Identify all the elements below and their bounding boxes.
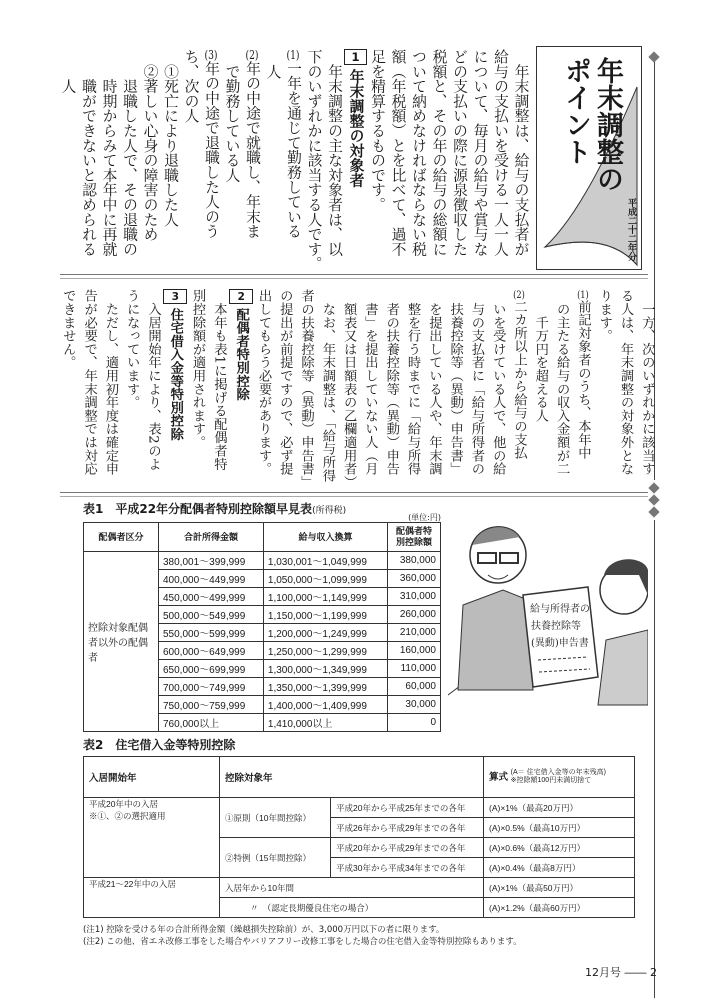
text-column <box>338 289 359 490</box>
text-column <box>508 289 529 490</box>
start-cell <box>84 798 220 878</box>
column-text: うになっています。 <box>124 289 140 409</box>
column-text: 出してもらう必要があります。 <box>255 289 271 476</box>
text-column <box>139 49 160 273</box>
years-cell: 平成20年から平成25年までの各年 <box>331 798 484 818</box>
text-column <box>469 49 490 273</box>
column-text: 扶養控除等（異動）申告書」 <box>447 289 463 476</box>
issue-label: 12月号 <box>585 966 621 979</box>
text-column <box>187 289 208 490</box>
column-text: 千万円を超える人 <box>532 289 548 422</box>
column-text: 一方、次のいずれかに該当す <box>639 289 655 476</box>
years-cell: 平成30年から平成34年までの各年 <box>331 858 484 878</box>
title-line: ポイント <box>560 57 591 165</box>
column-text: 年の中途で退職した人のう <box>203 60 220 239</box>
salary-cell: 1,030,001～1,049,999 <box>263 552 387 570</box>
income-cell: 400,000～449,999 <box>159 570 264 588</box>
text-column <box>274 289 295 490</box>
text-column <box>449 49 470 273</box>
column-text: 二カ所以上から給与の支払 <box>511 299 527 460</box>
income-cell: 450,000～499,999 <box>159 588 264 606</box>
text-column <box>242 49 263 273</box>
table1-caption <box>83 500 346 517</box>
diamond-ornament <box>648 51 659 62</box>
lower-text <box>57 289 657 490</box>
item-number: (2) <box>513 289 525 300</box>
column-text: ついて納めなければならない税 <box>410 49 427 257</box>
deduction-cell: 0 <box>388 714 441 732</box>
text-column <box>119 49 140 273</box>
years-cell: 平成26年から平成29年までの各年 <box>331 818 484 838</box>
text-column <box>100 289 121 490</box>
formula-note: ※控除額100円未満切捨て <box>510 777 592 785</box>
column-text: 人 <box>59 49 77 94</box>
salary-cell: 1,400,000～1,409,999 <box>263 696 387 714</box>
column-text: 時期からみて本年中に再就 <box>100 49 118 257</box>
text-column <box>490 49 511 273</box>
years-cell: 〃 （認定長期優良住宅の場合） <box>220 898 484 918</box>
column-text: 人 <box>264 49 282 79</box>
diamond-ornament <box>648 506 659 517</box>
start-note: ※①、②の選択適用 <box>89 811 166 821</box>
category-cell: 控除対象配偶者以外の配偶者 <box>84 552 159 732</box>
years-cell: 入居年から10年間 <box>220 878 484 898</box>
column-text: 年の中途で就職し、年末ま <box>244 60 261 239</box>
salary-cell: 1,300,000～1,349,999 <box>263 660 387 678</box>
salary-cell: 1,250,000～1,299,999 <box>263 642 387 660</box>
salary-cell: 1,350,000～1,399,999 <box>263 678 387 696</box>
column-text: ②著しい心身の障害のため <box>141 49 159 242</box>
deduction-cell: 60,000 <box>388 678 441 696</box>
text-column <box>295 289 316 490</box>
column-text: 退職した人で、その退職の <box>121 49 138 257</box>
section-number-box: 1 <box>344 49 367 65</box>
column-text: の主たる給与の収入金額が二 <box>554 289 570 476</box>
deduction-cell: 360,000 <box>388 570 441 588</box>
text-column <box>428 49 449 273</box>
text-column <box>253 289 274 490</box>
text-column <box>402 289 423 490</box>
salary-cell: 1,150,000～1,199,999 <box>263 606 387 624</box>
text-column <box>510 49 531 273</box>
text-column <box>142 289 163 490</box>
text-column <box>530 289 551 490</box>
header: 配偶者区分 <box>84 523 159 552</box>
text-column <box>487 289 508 490</box>
salary-cell: 1,100,000～1,149,999 <box>263 588 387 606</box>
column-text: ただし、適用初年度は確定申 <box>102 289 118 476</box>
column-text: 年末調整の主な対象者は、以 <box>326 49 343 257</box>
text-column <box>57 289 78 490</box>
text-column <box>387 49 408 273</box>
column-text: 入居開始年により、表2のよ <box>145 289 161 471</box>
header-formula <box>484 757 635 798</box>
start-cell: 平成21～22年中の入居 <box>84 878 220 918</box>
header: 配偶者特別控除額 <box>388 523 441 552</box>
column-text: の提出が前提ですので、必ず提 <box>277 289 293 476</box>
paper-text: (異動)申告書 <box>531 638 589 649</box>
column-text: 年末調整は、給与の支払者が <box>512 49 530 257</box>
text-column <box>57 49 78 273</box>
text-column <box>324 49 345 273</box>
text-column <box>359 289 380 490</box>
text-column <box>636 289 657 490</box>
diamond-ornament <box>648 494 659 505</box>
column-text: 給与の支払いを受ける一人一人 <box>492 49 509 257</box>
text-column <box>180 49 201 273</box>
title-box <box>536 46 642 270</box>
column-text: 下のいずれかに該当する人です。 <box>305 49 323 271</box>
rule-label: ①原則（10年間控除） <box>220 798 331 838</box>
column-text: について、毎月の給与や賞与な <box>471 49 489 257</box>
rule-label: ②特例（15年間控除） <box>220 838 331 878</box>
text-column <box>367 49 388 273</box>
column-text: 整を行う時までに「給与所得 <box>405 289 421 476</box>
column-text: で勤務している人 <box>223 49 241 183</box>
text-column <box>201 49 222 273</box>
salary-cell: 1,050,000～1,099,999 <box>263 570 387 588</box>
text-column <box>160 49 181 273</box>
column-text: できません。 <box>60 289 76 369</box>
deduction-cell: 110,000 <box>388 660 441 678</box>
section-heading-text: 配偶者特別控除 <box>233 307 249 401</box>
text-column <box>593 289 614 490</box>
section-heading <box>163 289 186 490</box>
caption-note: (所得税) <box>312 506 347 516</box>
formula-cell: (A)×0.6%（最高12万円） <box>484 838 635 858</box>
text-column <box>551 289 572 490</box>
text-column <box>317 289 338 490</box>
column-text: 別控除額が適用されます。 <box>190 289 206 449</box>
column-text: 税額と、その年の給与の総額に <box>430 49 448 257</box>
income-cell: 750,000～759,999 <box>159 696 264 714</box>
years-cell: 平成20年から平成29年までの各年 <box>331 838 484 858</box>
text-column <box>423 289 444 490</box>
income-cell: 380,001～399,999 <box>159 552 264 570</box>
header: 控除対象年 <box>220 757 484 798</box>
column-text: 額（年税額）とを比べて、過不 <box>389 49 407 257</box>
text-column <box>408 49 429 273</box>
header: 入居開始年 <box>84 757 220 798</box>
column-text: いを受けている人で、他の給 <box>490 289 506 476</box>
column-text: ①死亡により退職した人 <box>162 49 179 227</box>
page-number: 2 <box>650 966 657 979</box>
income-cell: 650,000～699,999 <box>159 660 264 678</box>
income-cell: 550,000～599,999 <box>159 624 264 642</box>
section-heading <box>229 289 252 490</box>
deduction-cell: 210,000 <box>388 624 441 642</box>
column-text: 額表又は日額表の乙欄適用者） <box>341 289 357 489</box>
text-column <box>380 289 401 490</box>
column-text: 職ができないと認められる <box>80 49 97 257</box>
table2-caption: 表2 住宅借入金等特別控除 <box>83 738 236 752</box>
column-text: 告が必要で、年末調整では対応 <box>81 289 97 476</box>
formula-cell: (A)×1.2%（最高60万円） <box>484 898 635 918</box>
item-number: (1) <box>286 49 300 61</box>
deduction-cell: 160,000 <box>388 642 441 660</box>
unit-label: (単位:円) <box>408 513 441 522</box>
formula-cell: (A)×1%（最高50万円） <box>484 878 635 898</box>
text-column <box>78 289 99 490</box>
column-text: 足を精算するものです。 <box>369 49 386 212</box>
section-number-box: 2 <box>229 289 252 304</box>
income-cell: 760,000以上 <box>159 714 264 732</box>
income-cell: 600,000～649,999 <box>159 642 264 660</box>
formula-a: A＝ 住宅借入金等の年末残高 <box>513 769 604 777</box>
paper-text: 給与所得者の <box>530 604 590 615</box>
text-column <box>283 49 304 273</box>
deduction-cell: 380,000 <box>388 552 441 570</box>
text-column <box>121 289 142 490</box>
paper-text: 扶養控除等 <box>531 621 581 632</box>
section-heading-text: 年末調整の対象者 <box>347 68 365 188</box>
salary-cell: 1,200,000～1,249,999 <box>263 624 387 642</box>
housing-loan-deduction-table <box>83 756 635 918</box>
intro-text <box>57 49 531 273</box>
column-text: ります。 <box>596 289 612 343</box>
column-text: 者の扶養控除等（異動）申告 <box>383 289 399 476</box>
formula-cell: (A)×1%（最高20万円） <box>484 798 635 818</box>
note: (注2) この他、省エネ改修工事をした場合やバリアフリー改修工事をした場合の住宅借入金等特別控除もあります。 <box>83 937 522 947</box>
margin-rule <box>654 520 655 998</box>
formula-label: 算式 <box>489 771 509 783</box>
note: (注1) 控除を受ける年の合計所得金額（繰越損失控除前）が、3,000万円以下の者に限ります。 <box>83 925 445 935</box>
column-text: を提出している人や、年末調 <box>426 289 442 476</box>
text-column <box>572 289 593 490</box>
section-number-box: 3 <box>163 289 186 304</box>
formula-def: (A＝ 住宅借入金等の年末残高) ※控除額100円未満切捨て <box>510 769 606 785</box>
item-number: (2) <box>245 49 259 61</box>
divider <box>60 492 648 497</box>
column-text: ち、次の人 <box>182 49 200 123</box>
table-row <box>84 552 441 570</box>
text-column <box>466 289 487 490</box>
page-title <box>559 57 623 192</box>
formula-cell: (A)×0.5%（最高10万円） <box>484 818 635 838</box>
income-cell: 700,000～749,999 <box>159 678 264 696</box>
column-text: 与の支払者に「給与所得者の <box>468 289 484 476</box>
section-heading-text: 住宅借入金等特別控除 <box>167 307 183 441</box>
text-column <box>78 49 99 273</box>
salary-cell: 1,410,000以上 <box>263 714 387 732</box>
spouse-deduction-table <box>83 522 441 732</box>
deduction-cell: 310,000 <box>388 588 441 606</box>
column-text: なお、年末調整は、「給与所得 <box>319 289 335 482</box>
column-text: 一年を通じて勤務している <box>285 60 302 239</box>
deduction-cell: 30,000 <box>388 696 441 714</box>
notes <box>83 924 522 948</box>
deduction-cell: 260,000 <box>388 606 441 624</box>
year-label: 平成二十二年分 <box>626 198 636 261</box>
column-text: 前記対象者のうち、本年中 <box>575 299 591 460</box>
column-text: どの支払いの際に源泉徴収した <box>451 49 468 257</box>
text-column <box>221 49 242 273</box>
text-column <box>303 49 324 273</box>
formula-cell: (A)×0.4%（最高8万円） <box>484 858 635 878</box>
text-column <box>615 289 636 490</box>
header: 合計所得金額 <box>159 523 264 552</box>
divider <box>60 274 648 279</box>
illustration-officer-showing-form <box>448 515 648 715</box>
text-column <box>98 49 119 273</box>
text-column <box>208 289 229 490</box>
column-text: 者の扶養控除等（異動）申告書」 <box>298 289 314 489</box>
item-number: (1) <box>577 289 589 300</box>
column-text: 本年も表1に掲げる配偶者特 <box>211 289 227 471</box>
title-line: 年末調整の <box>592 57 623 192</box>
start-text: 平成20年中の入居 <box>89 799 158 809</box>
column-text: 書」を提出していない人（月 <box>362 289 378 476</box>
income-cell: 500,000～549,999 <box>159 606 264 624</box>
text-column <box>444 289 465 490</box>
page-footer: 12月号 ―― 2 <box>585 966 657 979</box>
item-number: (3) <box>204 49 218 61</box>
column-text: る人は、年末調整の対象外とな <box>618 289 634 476</box>
text-column <box>262 49 283 273</box>
section-heading <box>344 49 367 273</box>
header: 給与収入換算 <box>263 523 387 552</box>
caption-text: 表1 平成22年分配偶者特別控除額早見表 <box>83 502 313 516</box>
